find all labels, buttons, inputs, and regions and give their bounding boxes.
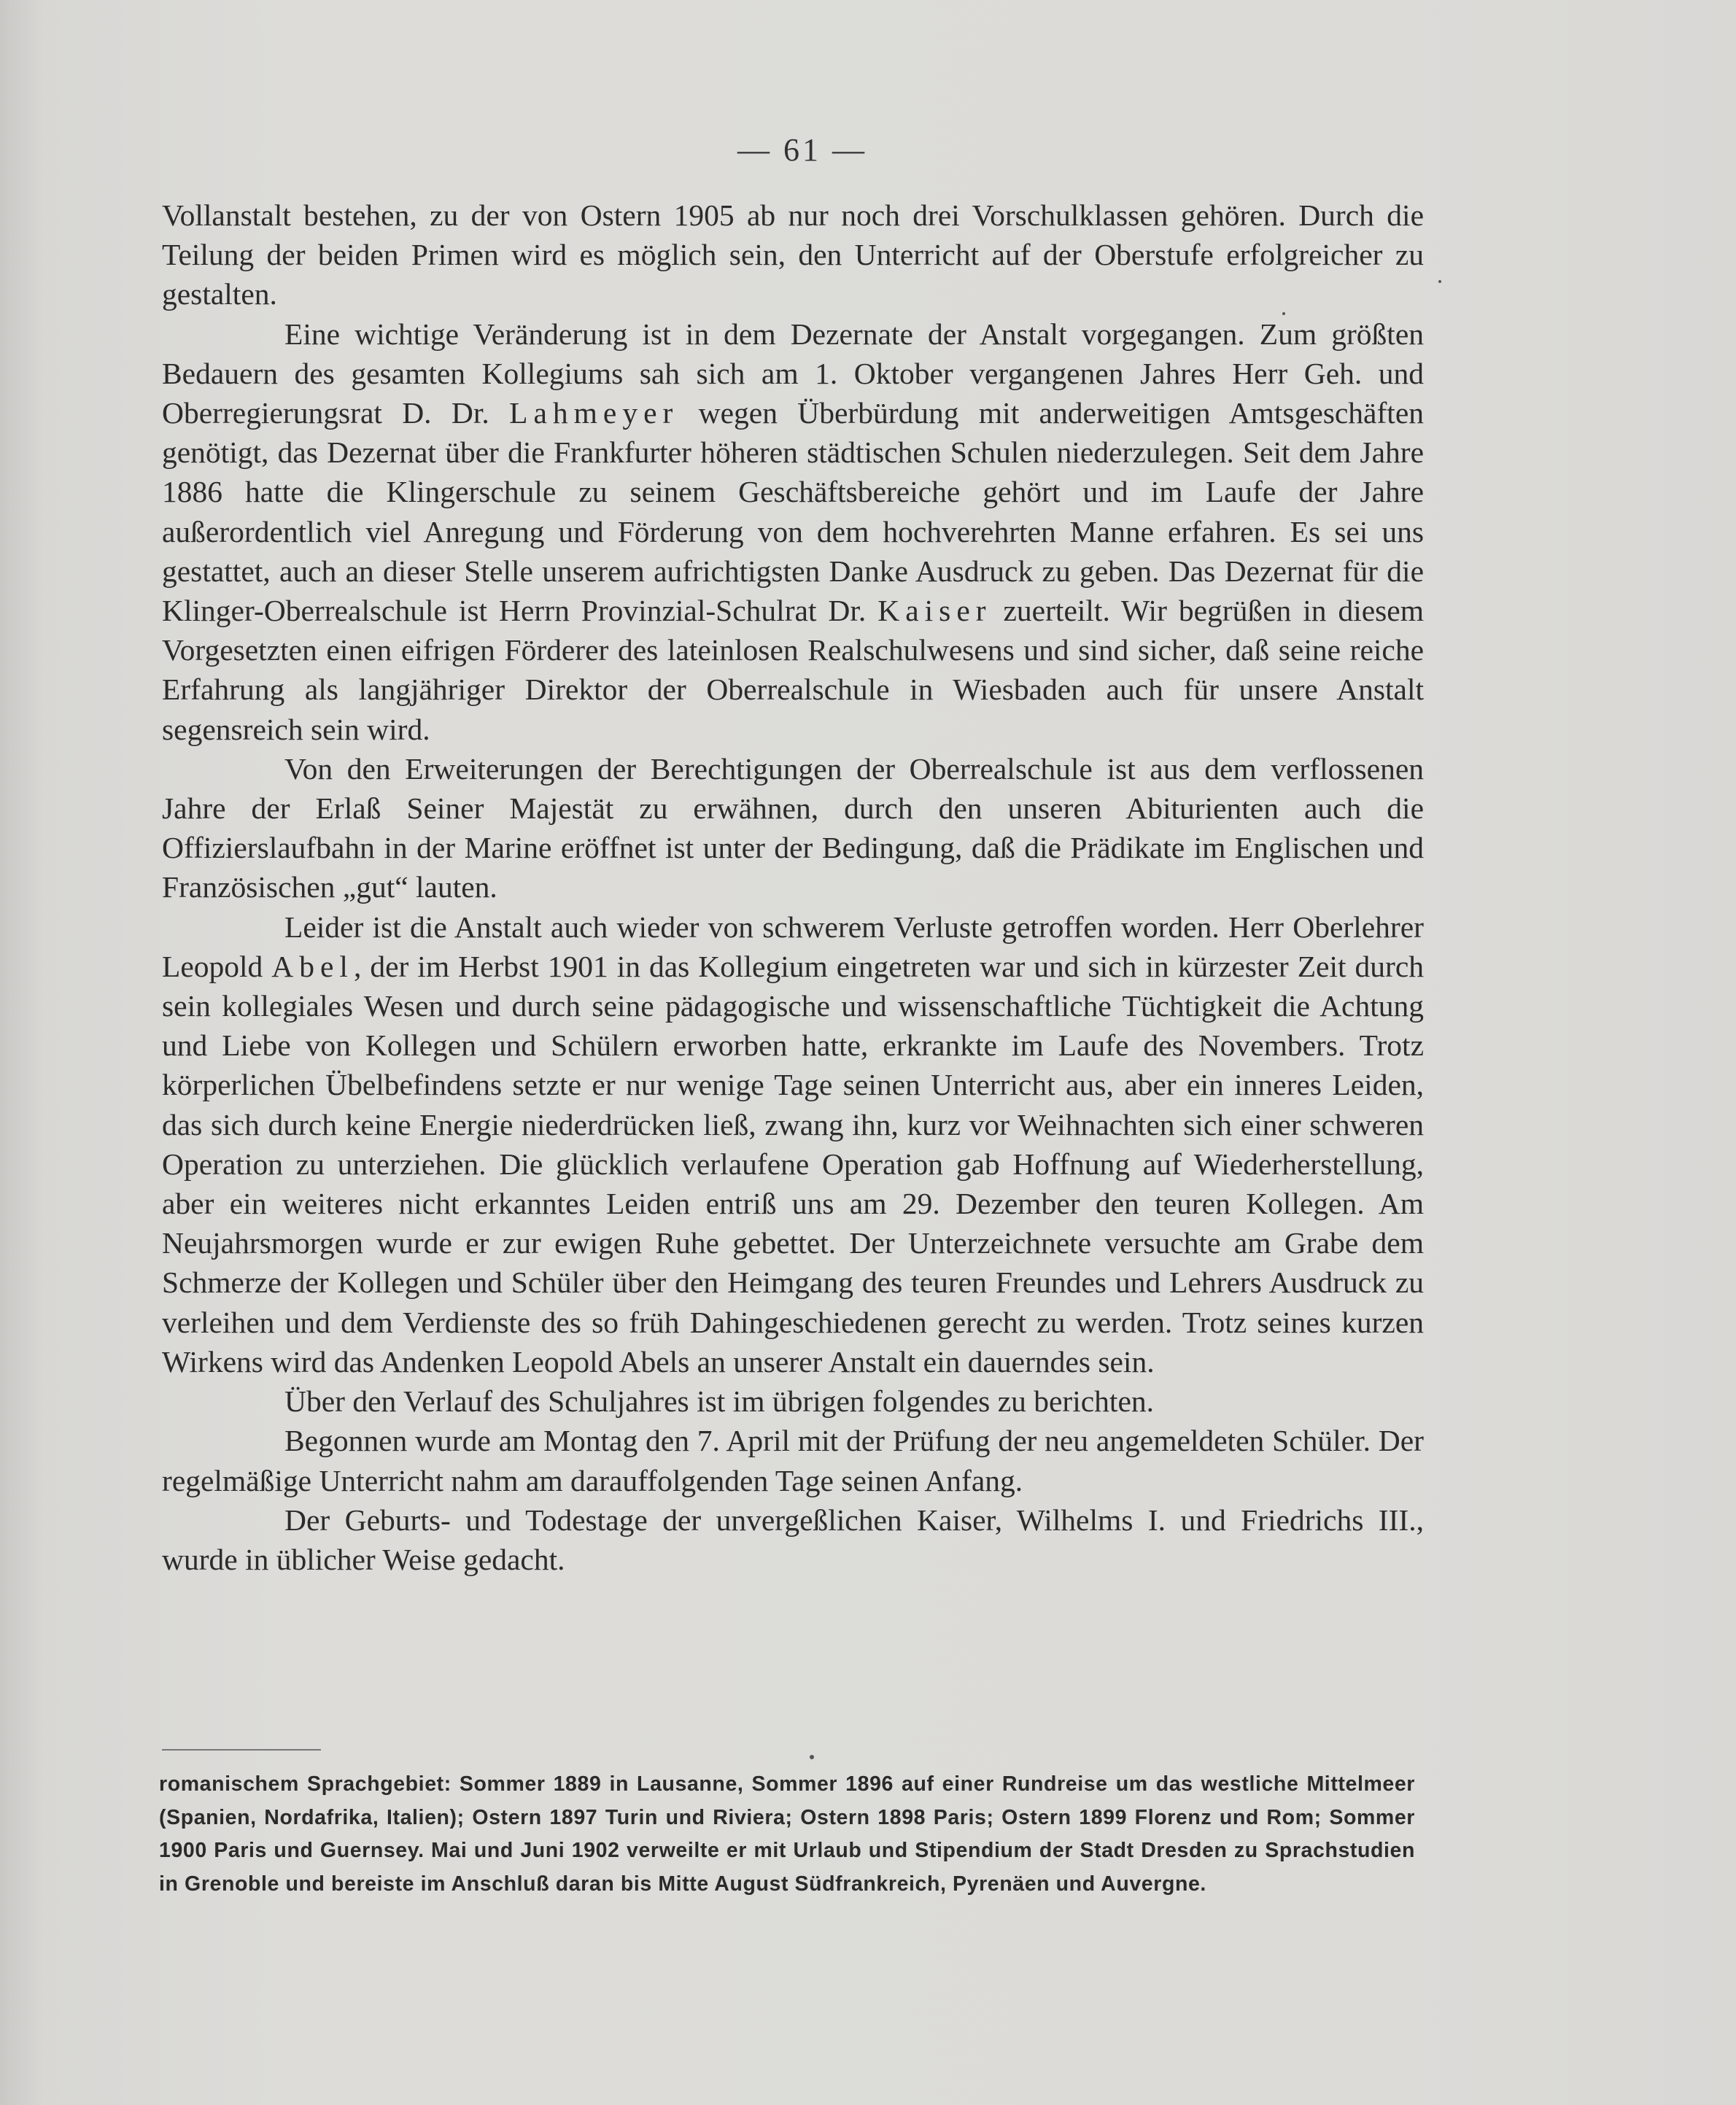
text-segment: Eine wichtige Veränderung ist in dem Dezernate der Anstalt vorgegangen. Zum größten Bedauern des gesamten Kollegiums sah sich am 1. Oktober vergangenen Jahres Herr Geh. und Oberregierungsrat D. Dr. <box>162 317 1424 430</box>
footnote <box>159 1768 1415 1901</box>
paragraph <box>162 314 1424 749</box>
text-segment: Der Geburts- und Todestage der unvergeßlichen Kaiser, Wilhelms I. und Friedrichs III., wurde in üblicher Weise gedacht. <box>162 1503 1424 1576</box>
spaced-name: Kaiser <box>877 594 992 628</box>
text-segment: , der im Herbst 1901 in das Kollegium eingetreten war und sich in kürzester Zeit durch sein kollegiales Wesen und durch seine pädagogische und wissenschaftliche Tüchtigkeit die Achtung und Liebe von Kollegen und Schülern erworben hatte, erkrankte im Laufe des Novembers. Trotz körperlichen Übelbefindens setzte er nur wenige Tage seinen Unterricht aus, aber ein inneres Leiden, das sich durch keine Energie niederdrücken ließ, zwang ihn, kurz vor Weihnachten sich einer schweren Operation zu unterziehen. Die glücklich verlaufene Operation gab Hoffnung auf Wiederherstellung, aber ein weiteres nicht erkanntes Leiden entriß uns am 29. Dezember den teuren Kollegen. Am Neujahrsmorgen wurde er zur ewigen Ruhe gebettet. Der Unterzeichnete versuchte am Grabe dem Schmerze der Kollegen und Schüler über den Heimgang des teuren Freundes und Lehrers Ausdruck zu verleihen und dem Verdienste des so früh Dahingeschiedenen gerecht zu werden. Trotz seines kurzen Wirkens wird das Andenken Leopold Abels an unserer Anstalt ein dauerndes sein. <box>162 949 1424 1379</box>
text-segment: zuerteilt. Wir begrüßen in diesem Vorgesetzten einen eifrigen Förderer des lateinlosen Realschulwesens und sind sicher, daß seine reiche Erfahrung als langjähriger Direktor der Oberrealschule in Wiesbaden auch für unsere Anstalt segensreich sein wird. <box>162 594 1424 746</box>
text-segment: wegen Überbürdung mit anderweitigen Amtsgeschäften genötigt, das Dezernat über die Frankfurter höheren städtischen Schulen niederzulegen. Seit dem Jahre 1886 hatte die Klingerschule zu seinem Geschäftsbereiche gehört und im Laufe der Jahre außerordentlich viel Anregung und Förderung von dem hochverehrten Manne erfahren. Es sei uns gestattet, auch an dieser Stelle unserem aufrichtigsten Danke Ausdruck zu geben. Das Dezernat für die Klinger-Oberrealschule ist Herrn Provinzial-Schulrat Dr. <box>162 396 1424 628</box>
spaced-name: Lahmeyer <box>509 396 679 430</box>
paragraph <box>162 195 1424 314</box>
text-segment: Begonnen wurde am Montag den 7. April mit der Prüfung der neu angemeldeten Schüler. Der regelmäßige Unterricht nahm am darauffolgenden Tage seinen Anfang. <box>162 1424 1424 1497</box>
paragraph <box>162 1421 1424 1500</box>
text-segment: Von den Erweiterungen der Berechtigungen der Oberrealschule ist aus dem verflossenen Jahre der Erlaß Seiner Majestät zu erwähnen, durch den unseren Abiturienten auch die Offizierslaufbahn in der Marine eröffnet ist unter der Bedingung, daß die Prädikate im Englischen und Französischen „gut“ lauten. <box>162 751 1424 904</box>
text-segment: Leider ist die Anstalt auch wieder von schwerem Verluste getroffen worden. Herr Oberlehrer Leopold <box>162 910 1424 983</box>
paragraph <box>162 907 1424 1381</box>
footnote-rule <box>162 1749 321 1751</box>
text-segment: Über den Verlauf des Schuljahres ist im übrigen folgendes zu berichten. <box>284 1384 1155 1419</box>
paragraph <box>162 1381 1424 1421</box>
print-speck <box>1282 312 1285 315</box>
page-number: — 61 — <box>737 132 867 168</box>
print-speck <box>810 1755 814 1759</box>
paragraph <box>162 749 1424 907</box>
print-speck <box>1438 280 1441 283</box>
paragraph <box>162 1500 1424 1579</box>
body-text <box>162 195 1424 1579</box>
spaced-name: Abel <box>271 949 354 983</box>
footnote-text: romanischem Sprachgebiet: Sommer 1889 in Lausanne, Sommer 1896 auf einer Rundreise um das westliche Mittelmeer (Spanien, Nordafrika, Italien); Ostern 1897 Turin und Riviera; Ostern 1898 Paris; Ostern 1899 Florenz und Rom; Sommer 1900 Paris und Guernsey. Mai und Juni 1902 verweilte er mit Urlaub und Stipendium der Stadt Dresden zu Sprachstudien in Grenoble und bereiste im Anschluß daran bis Mitte August Südfrankreich, Pyrenäen und Auvergne. <box>159 1772 1415 1896</box>
text-segment: Vollanstalt bestehen, zu der von Ostern 1905 ab nur noch drei Vorschulklassen gehören. Durch die Teilung der beiden Primen wird es möglich sein, den Unterricht auf der Oberstufe erfolgreicher zu gestalten. <box>162 198 1424 311</box>
